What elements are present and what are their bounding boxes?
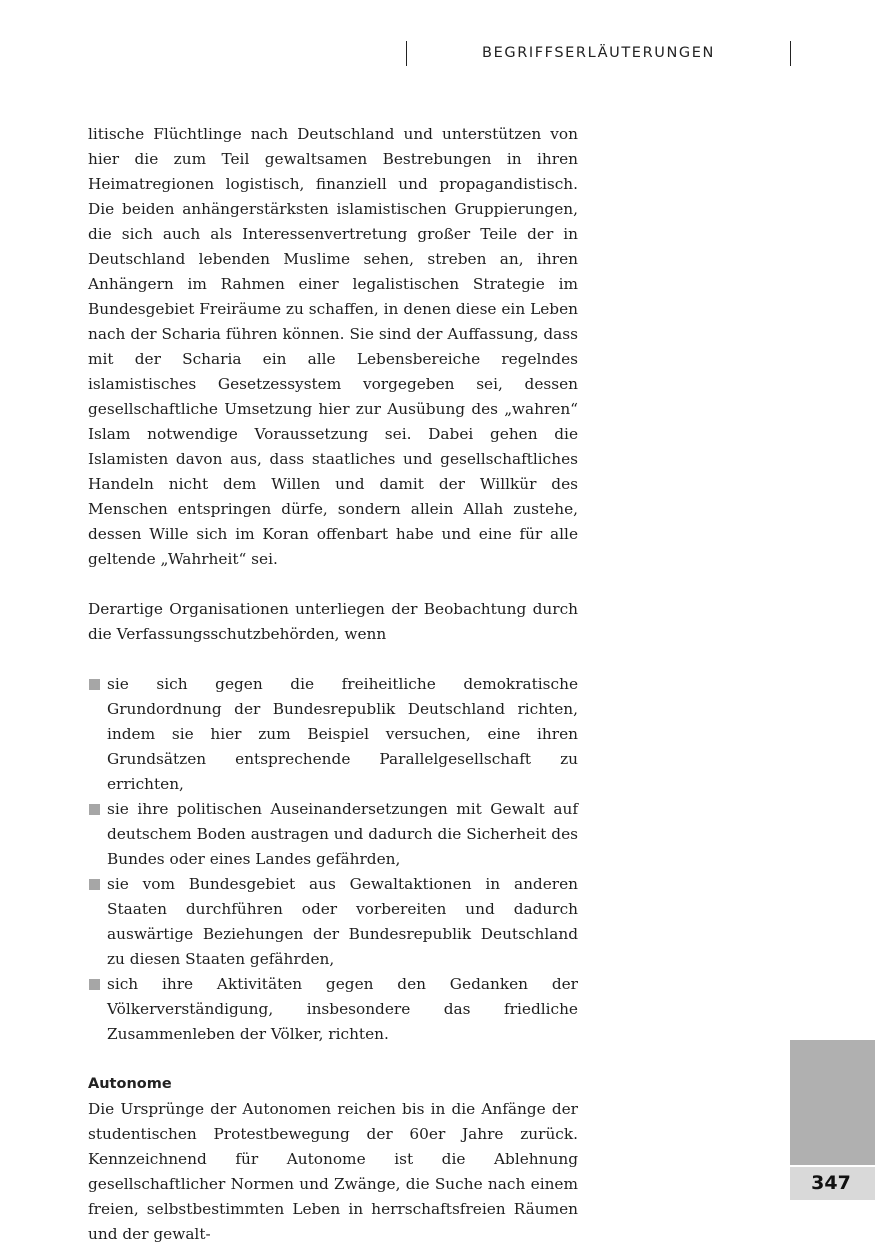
list-item-text: sich ihre Aktivitäten gegen den Gedanken der Völkerverständigung, insbesondere das friedliche Zusammenleben der Völker, richten.	[107, 975, 578, 1043]
list-item	[88, 972, 578, 1047]
square-bullet-icon	[89, 804, 100, 815]
running-header: BEGRIFFSERLÄUTERUNGEN	[482, 45, 715, 61]
square-bullet-icon	[89, 679, 100, 690]
list-item-text: sie ihre politischen Auseinandersetzungen mit Gewalt auf deutschem Boden austragen und dadurch die Sicherheit des Bundes oder eines Landes gefährden,	[107, 800, 578, 868]
paragraph: Derartige Organisationen unterliegen der Beobachtung durch die Verfassungsschutzbehörden, wenn	[88, 600, 578, 643]
list-item-text: sie vom Bundesgebiet aus Gewaltaktionen in anderen Staaten durchführen oder vorbereiten und dadurch auswärtige Beziehungen der Bundesrepublik Deutschland zu diesen Staaten gefährden,	[107, 875, 578, 968]
list-item-text: sie sich gegen die freiheitliche demokratische Grundordnung der Bundesrepublik Deutschland richten, indem sie hier zum Beispiel versuchen, eine ihren Grundsätzen entsprechende Parallelgesellschaft zu errichten,	[107, 675, 578, 793]
paragraph: litische Flüchtlinge nach Deutschland und unterstützen von hier die zum Teil gewaltsamen Bestrebungen in ihren Heimatregionen logistisch, finanziell und propagandistisch. Die beiden anhängerstärksten islamistischen Gruppierungen, die sich auch als Interessenvertretung großer Teile der in Deutschland lebenden Muslime sehen, streben an, ihren Anhängern im Rahmen einer legalistischen Strategie im Bundesgebiet Freiräume zu schaffen, in denen diese ein Leben nach der Scharia führen können. Sie sind der Auffassung, dass mit der Scharia ein alle Lebensbereiche regelndes islamistisches Gesetzessystem vorgegeben sei, dessen gesellschaftliche Umsetzung hier zur Ausübung des „wahren“ Islam notwendige Voraussetzung sei. Dabei gehen die Islamisten davon aus, dass staatliches und gesellschaftliches Handeln nicht dem Willen und damit der Willkür des Menschen entspringen dürfe, sondern allein Allah zustehe, dessen Wille sich im Koran offenbart habe und eine für alle geltende „Wahrheit“ sei.	[88, 125, 578, 568]
list-item	[88, 872, 578, 972]
body-text	[88, 122, 578, 1247]
list-item	[88, 797, 578, 872]
page-number: 347	[811, 1172, 851, 1194]
section-heading: Autonome	[88, 1076, 172, 1092]
condition-list	[88, 672, 578, 1047]
list-item	[88, 672, 578, 797]
header-rule-right	[790, 41, 791, 66]
square-bullet-icon	[89, 979, 100, 990]
page-tab-upper	[790, 1040, 875, 1165]
paragraph: Die Ursprünge der Autonomen reichen bis in die Anfänge der studentischen Protestbewegung der 60er Jahre zurück. Kennzeichnend für Autonome ist die Ablehnung gesellschaftlicher Normen und Zwänge, die Suche nach einem freien, selbstbestimmten Leben in herrschaftsfreien Räumen und der gewalt-	[88, 1100, 578, 1243]
square-bullet-icon	[89, 879, 100, 890]
